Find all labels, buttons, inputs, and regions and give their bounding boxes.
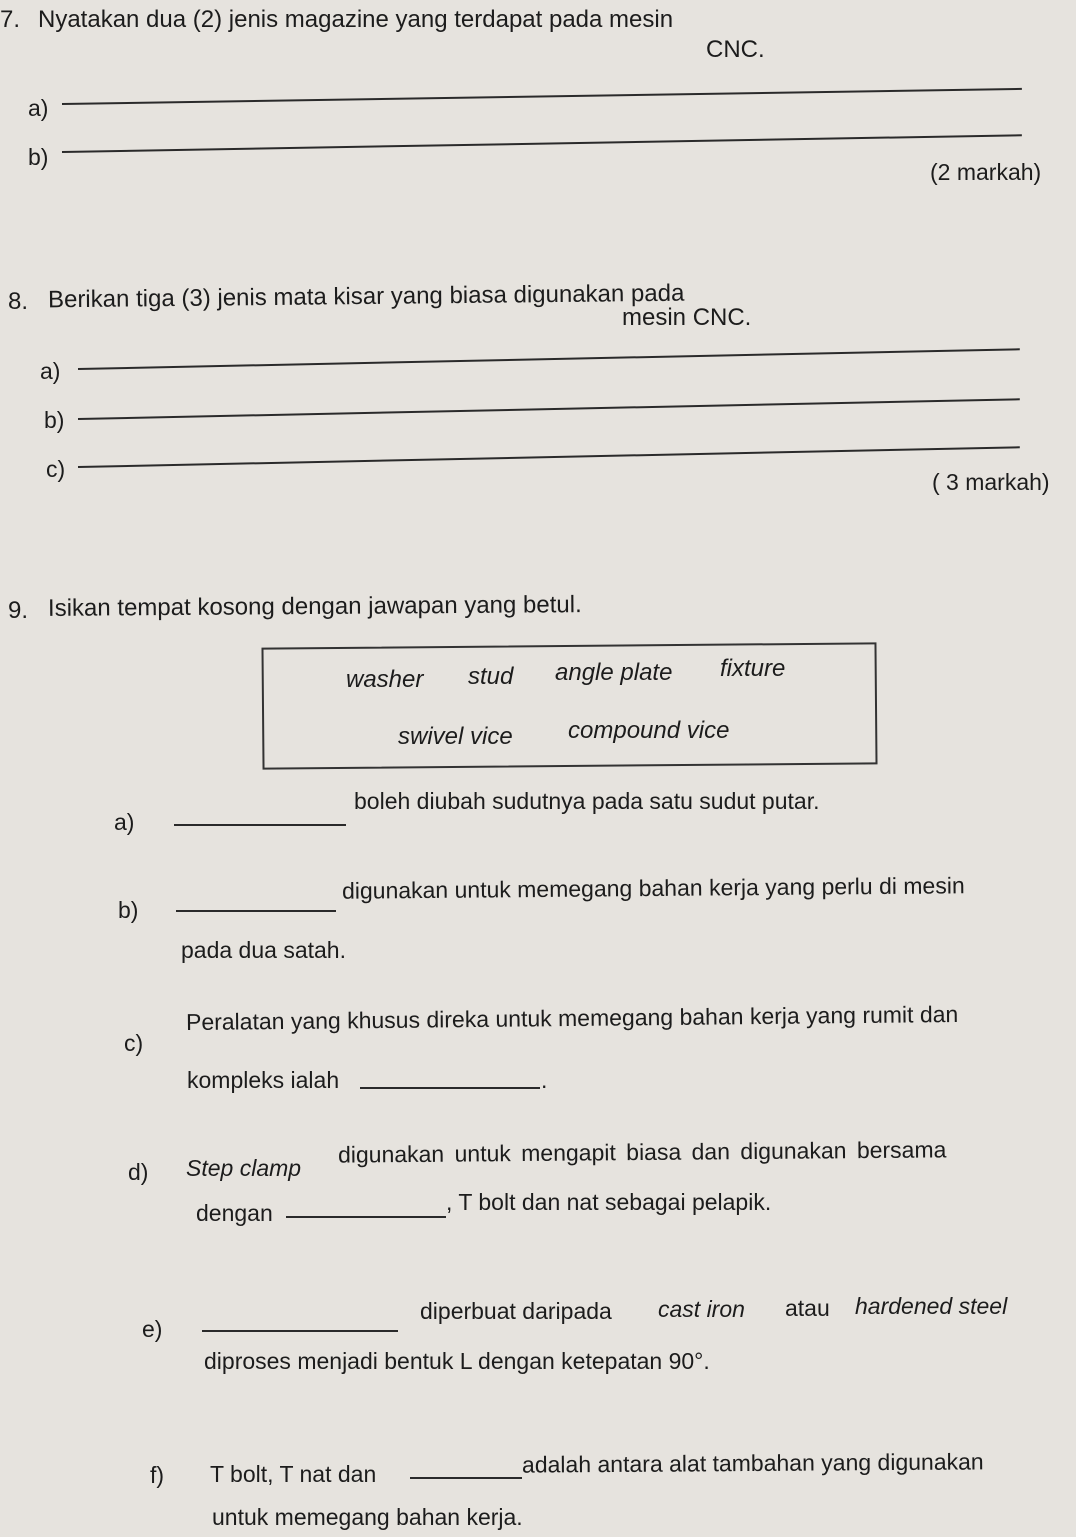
- q9c-period: .: [541, 1067, 548, 1093]
- q7-answer-line-b[interactable]: [62, 134, 1022, 153]
- q8-answer-line-b[interactable]: [78, 398, 1020, 420]
- q9a-text: boleh diubah sudutnya pada satu sudut putar.: [354, 788, 820, 814]
- q7-text: Nyatakan dua (2) jenis magazine yang terdapat pada mesin: [38, 6, 674, 33]
- q9d-label: d): [128, 1159, 149, 1185]
- q9f-label: f): [150, 1462, 165, 1488]
- q9a-blank[interactable]: [174, 824, 346, 826]
- q7-text-cont: CNC.: [706, 36, 765, 63]
- q9e-text-cont: diproses menjadi bentuk L dengan ketepatan 90°.: [204, 1348, 710, 1374]
- q9-text: Isikan tempat kosong dengan jawapan yang betul.: [47, 591, 582, 622]
- q9f-text-cont: untuk memegang bahan kerja.: [212, 1504, 523, 1530]
- q9c-label: c): [124, 1030, 144, 1056]
- q7-item-b-label: b): [28, 144, 49, 170]
- q9d-text-cont: dengan: [196, 1200, 273, 1226]
- word-bank-swivel-vice: swivel vice: [398, 723, 513, 750]
- q9e-text-a: diperbuat daripada: [420, 1298, 612, 1324]
- q9f-text-b: adalah antara alat tambahan yang digunakan: [521, 1448, 984, 1478]
- q7-item-a-label: a): [28, 95, 49, 121]
- q7-marks: (2 markah): [930, 159, 1042, 185]
- word-bank-washer: washer: [346, 666, 424, 693]
- q9c-text-cont: kompleks ialah: [187, 1067, 340, 1093]
- q9b-blank[interactable]: [176, 910, 336, 912]
- word-bank-angle-plate: angle plate: [555, 659, 673, 686]
- q9e-text-b: atau: [785, 1295, 830, 1321]
- q8-text-cont: mesin CNC.: [622, 304, 752, 331]
- q9d-text: digunakan untuk mengapit biasa dan digunakan bersama: [337, 1136, 947, 1168]
- q8-item-b-label: b): [44, 407, 65, 433]
- q9b-text: digunakan untuk memegang bahan kerja yang perlu di mesin: [341, 872, 965, 904]
- q9d-step-clamp: Step clamp: [186, 1155, 302, 1181]
- q9e-cast-iron: cast iron: [658, 1296, 745, 1322]
- q9b-text-cont: pada dua satah.: [181, 937, 346, 963]
- q9-number: 9.: [8, 597, 29, 624]
- q7-number: 7.: [0, 6, 21, 33]
- word-bank-compound-vice: compound vice: [568, 717, 730, 744]
- q9c-blank[interactable]: [360, 1087, 540, 1089]
- q8-text: Berikan tiga (3) jenis mata kisar yang biasa digunakan pada: [47, 279, 685, 314]
- q9d-blank[interactable]: [286, 1216, 446, 1218]
- q9e-label: e): [142, 1316, 163, 1342]
- q9e-hardened-steel: hardened steel: [855, 1293, 1008, 1319]
- word-bank-stud: stud: [468, 663, 514, 690]
- q8-item-c-label: c): [46, 456, 66, 482]
- q8-marks: ( 3 markah): [932, 469, 1050, 495]
- q9b-label: b): [118, 897, 139, 923]
- q8-answer-line-a[interactable]: [78, 348, 1020, 370]
- q8-number: 8.: [8, 288, 29, 315]
- q9c-text: Peralatan yang khusus direka untuk memegang bahan kerja yang rumit dan: [185, 1000, 959, 1036]
- word-bank-fixture: fixture: [720, 655, 786, 682]
- q8-answer-line-c[interactable]: [78, 446, 1020, 468]
- q9d-text-end: , T bolt dan nat sebagai pelapik.: [446, 1189, 772, 1215]
- q9f-blank[interactable]: [410, 1477, 522, 1479]
- q9a-label: a): [114, 809, 135, 835]
- q8-item-a-label: a): [40, 358, 61, 384]
- q9f-text-a: T bolt, T nat dan: [210, 1461, 377, 1487]
- q9e-blank[interactable]: [202, 1330, 398, 1332]
- q7-answer-line-a[interactable]: [62, 88, 1022, 105]
